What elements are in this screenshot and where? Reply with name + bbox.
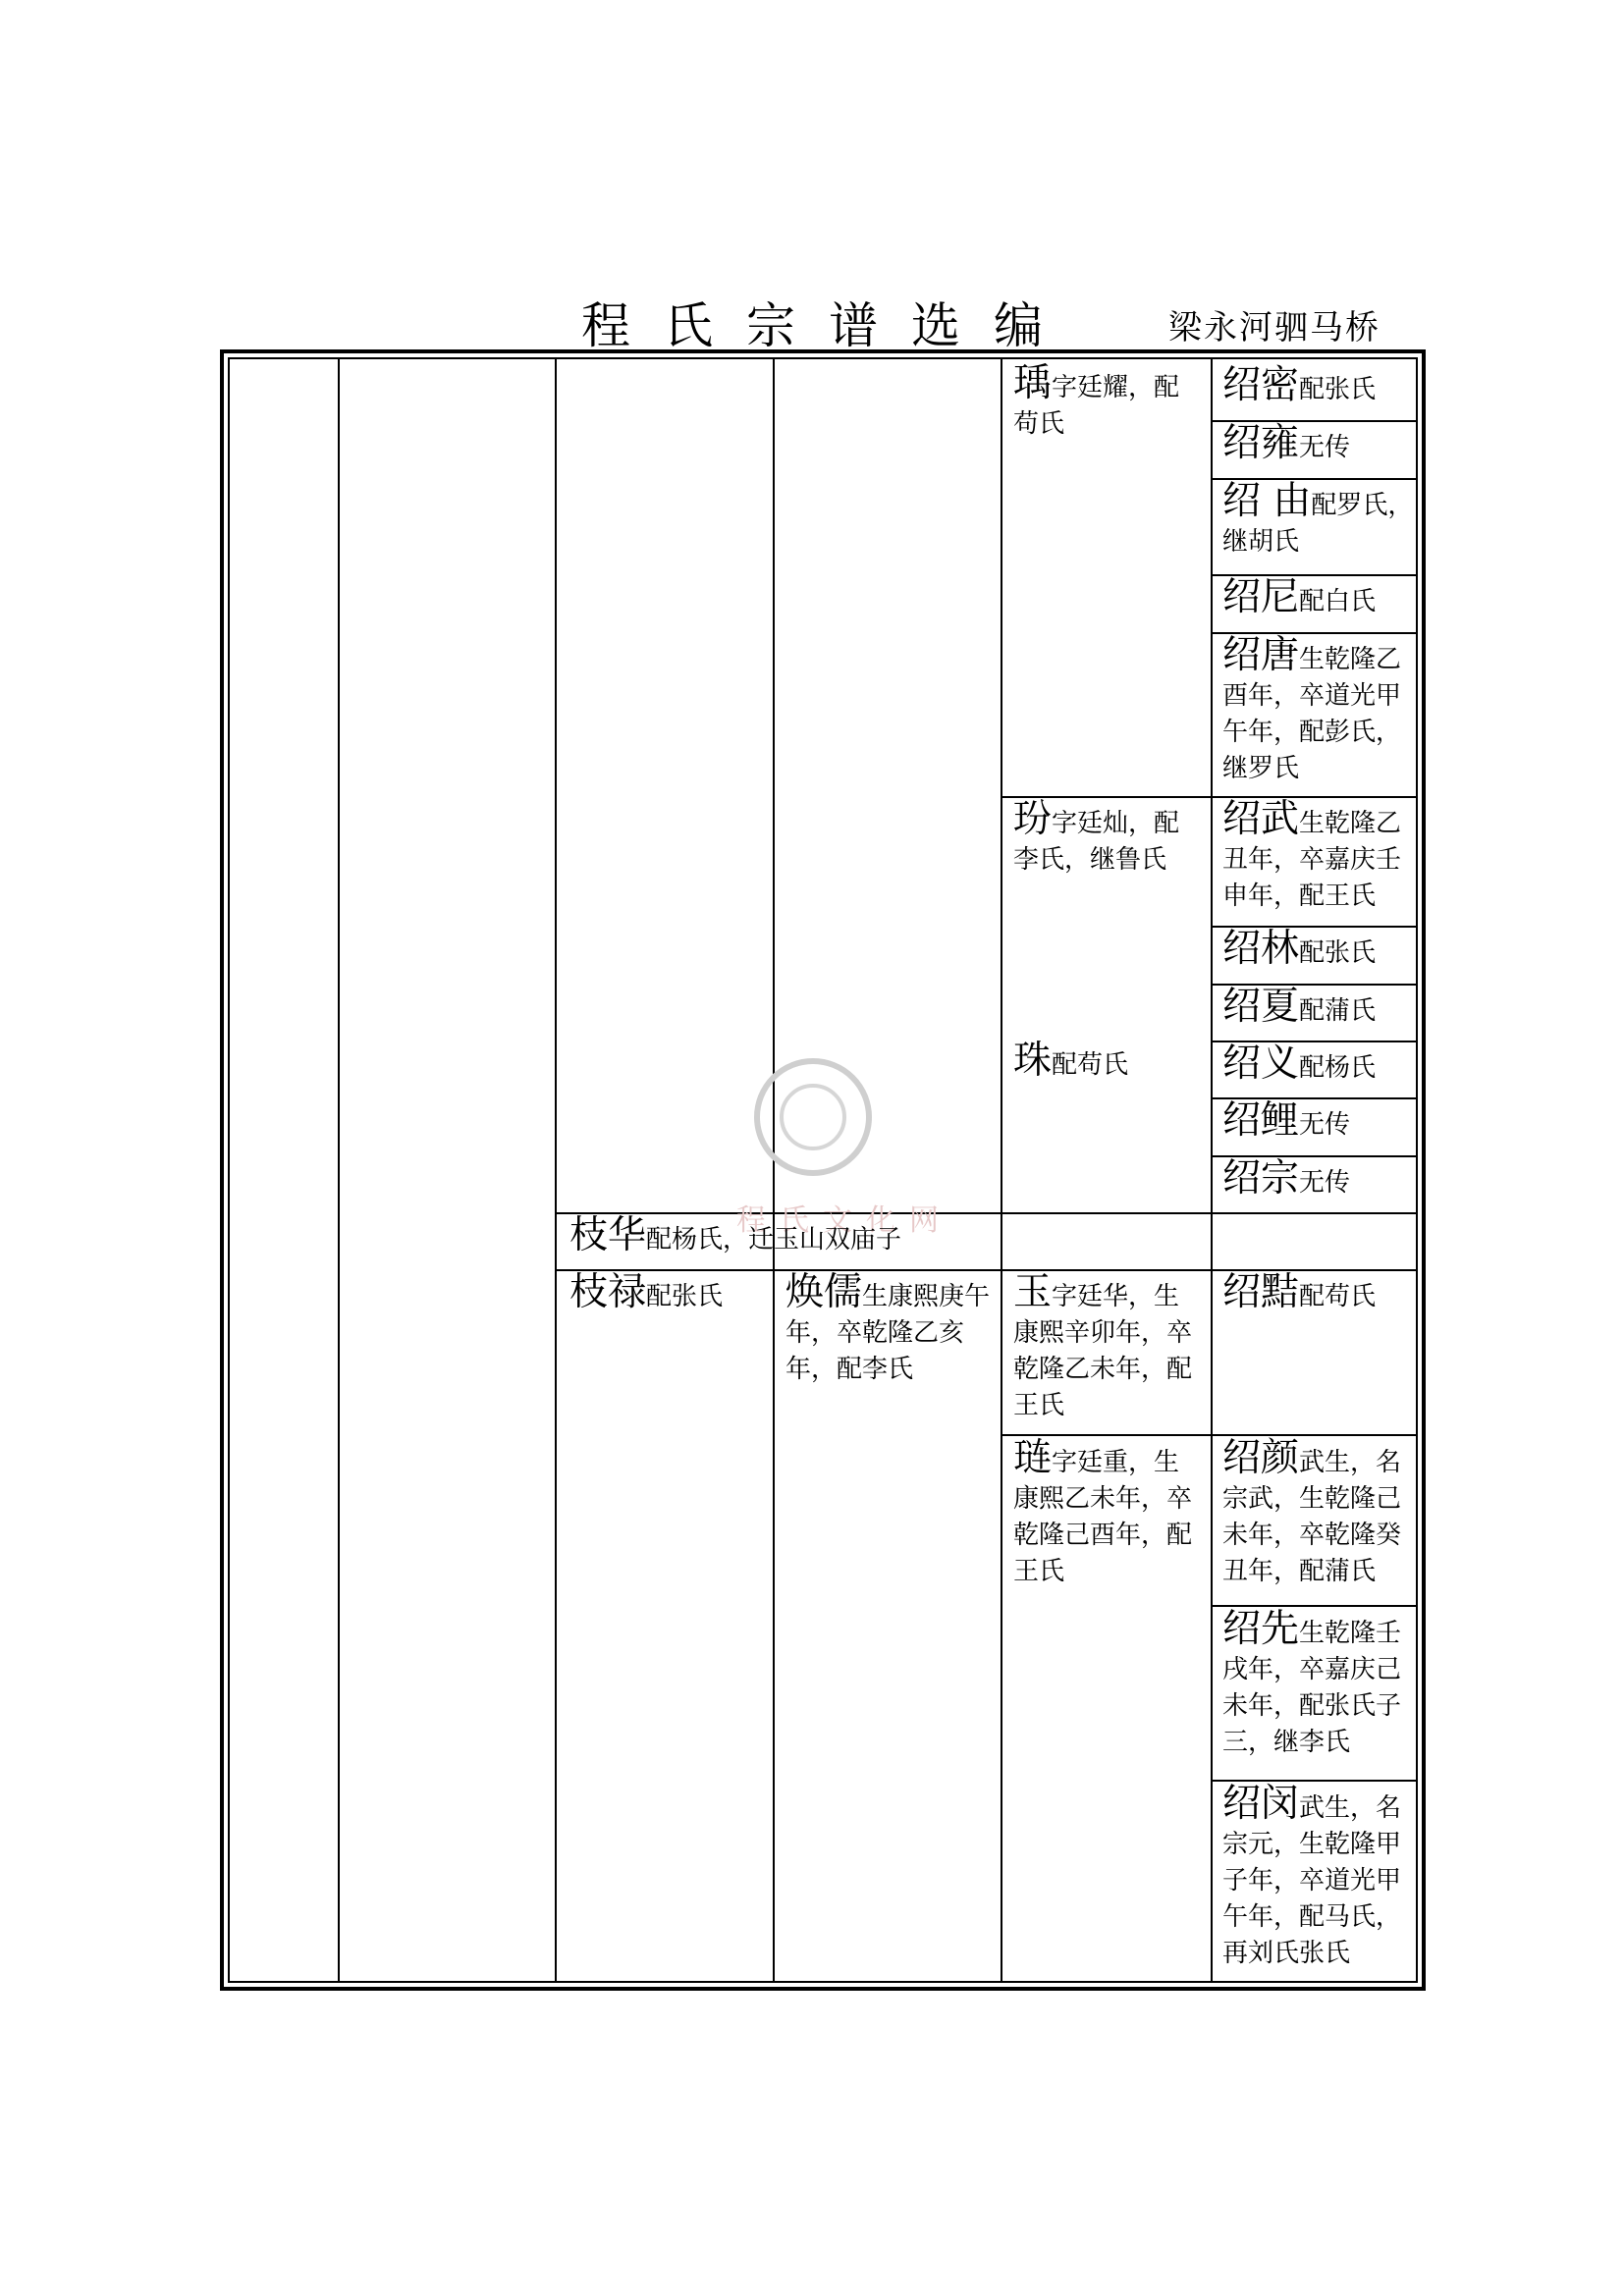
entry-desc: 字廷灿，配李氏，继鲁氏: [1013, 809, 1180, 875]
row-divider: [555, 1212, 1418, 1214]
entry-yu: [1013, 1270, 1202, 1424]
seal-mark: [754, 1058, 872, 1176]
entry-zhu: [1013, 1039, 1202, 1084]
entry-desc: 生乾隆壬戌年，卒嘉庆己未年，配张氏子三，继李氏: [1222, 1619, 1402, 1757]
entry-name: 绍黠: [1222, 1270, 1300, 1314]
entry-fen: [1013, 797, 1202, 879]
entry-huan-ru: [785, 1270, 994, 1388]
entry-desc: 字廷重，生康熙乙未年，卒乾隆己酉年，配王氏: [1013, 1448, 1193, 1586]
column-divider: [773, 357, 775, 1983]
entry-desc: 配杨氏，迁玉山双庙子: [646, 1225, 902, 1255]
entry-name: 绍颜: [1222, 1436, 1300, 1480]
location-label: 梁永河驷马桥: [1168, 308, 1380, 347]
entry-zhi-lu: [569, 1270, 766, 1315]
entry-shao-yi: [1222, 1041, 1415, 1087]
watermark-text: 程氏文化网: [736, 1203, 952, 1238]
entry-desc: 配张氏: [1299, 938, 1377, 968]
entry-desc: 无传: [1299, 1168, 1351, 1198]
entry-desc: 配苟氏: [1052, 1050, 1129, 1080]
entry-shao-lin: [1222, 927, 1415, 972]
entry-name: 绍义: [1222, 1041, 1300, 1086]
entry-shao-mi: [1222, 363, 1415, 408]
entry-desc: 生乾隆乙丑年，卒嘉庆壬申年，配王氏: [1222, 809, 1402, 911]
column-divider: [338, 357, 340, 1983]
entry-name: 绍 由: [1222, 479, 1312, 523]
entry-desc: 配苟氏: [1299, 1282, 1377, 1311]
entry-desc: 配蒲氏: [1299, 996, 1377, 1026]
entry-name: 焕儒: [785, 1270, 863, 1314]
entry-name: 琏: [1013, 1436, 1053, 1480]
entry-shao-min: [1222, 1782, 1415, 1972]
entry-name: 绍密: [1222, 363, 1300, 407]
entry-name: 绍唐: [1222, 633, 1300, 677]
entry-desc: 配罗氏，继胡氏: [1222, 491, 1414, 557]
entry-name: 绍武: [1222, 797, 1300, 841]
page-title: 程氏宗谱选编: [581, 297, 1076, 354]
column-divider: [1001, 357, 1002, 1983]
entry-desc: 字廷耀，配苟氏: [1013, 373, 1180, 439]
entry-lian: [1013, 1436, 1202, 1590]
entry-zhi-hua: [569, 1213, 1001, 1258]
entry-desc: 武生，名宗武，生乾隆己未年，卒乾隆癸丑年，配蒲氏: [1222, 1448, 1402, 1586]
entry-name: 绍宗: [1222, 1156, 1300, 1201]
entry-shao-wu: [1222, 797, 1415, 915]
column-divider: [555, 357, 557, 1983]
entry-name: 绍雍: [1222, 421, 1300, 465]
entry-shao-dian: [1222, 1270, 1415, 1315]
entry-desc: 无传: [1299, 1110, 1351, 1140]
entry-name: 绍尼: [1222, 575, 1300, 619]
entry-name: 绍林: [1222, 927, 1300, 971]
entry-shao-tang: [1222, 633, 1415, 787]
entry-name: 枝华: [569, 1213, 647, 1257]
entry-shao-xia: [1222, 985, 1415, 1030]
entry-desc: 配杨氏: [1299, 1053, 1377, 1083]
row-divider: [1001, 796, 1418, 798]
column-divider: [1211, 357, 1213, 1983]
entry-name: 绍先: [1222, 1607, 1300, 1651]
entry-desc: 字廷华，生康熙辛卯年，卒乾隆乙未年，配王氏: [1013, 1282, 1193, 1420]
row-divider: [1001, 1434, 1418, 1436]
entry-shao-li: [1222, 1098, 1415, 1144]
entry-desc: 配张氏: [646, 1282, 724, 1311]
entry-desc: 配张氏: [1299, 375, 1377, 404]
entry-name: 枝禄: [569, 1270, 647, 1314]
entry-desc: 生乾隆乙酉年，卒道光甲午年，配彭氏，继罗氏: [1222, 645, 1402, 783]
entry-name: 瑀: [1013, 361, 1053, 405]
entry-name: 绍鲤: [1222, 1098, 1300, 1143]
entry-name: 绍闵: [1222, 1782, 1300, 1826]
entry-shao-you: [1222, 479, 1415, 561]
entry-yu-wei: [1013, 361, 1202, 443]
entry-shao-zong: [1222, 1156, 1415, 1201]
entry-name: 玢: [1013, 797, 1053, 841]
entry-name: 珠: [1013, 1039, 1053, 1083]
entry-shao-yong: [1222, 421, 1415, 466]
entry-shao-yan: [1222, 1436, 1415, 1590]
entry-desc: 配白氏: [1299, 587, 1377, 616]
entry-desc: 无传: [1299, 433, 1351, 462]
entry-shao-xian: [1222, 1607, 1415, 1761]
entry-desc: 武生，名宗元，生乾隆甲子年，卒道光甲午年，配马氏，再刘氏张氏: [1222, 1793, 1402, 1968]
entry-name: 绍夏: [1222, 985, 1300, 1029]
entry-name: 玉: [1013, 1270, 1053, 1314]
entry-shao-ni: [1222, 575, 1415, 620]
entry-desc: 生康熙庚午年，卒乾隆乙亥年，配李氏: [785, 1282, 991, 1384]
